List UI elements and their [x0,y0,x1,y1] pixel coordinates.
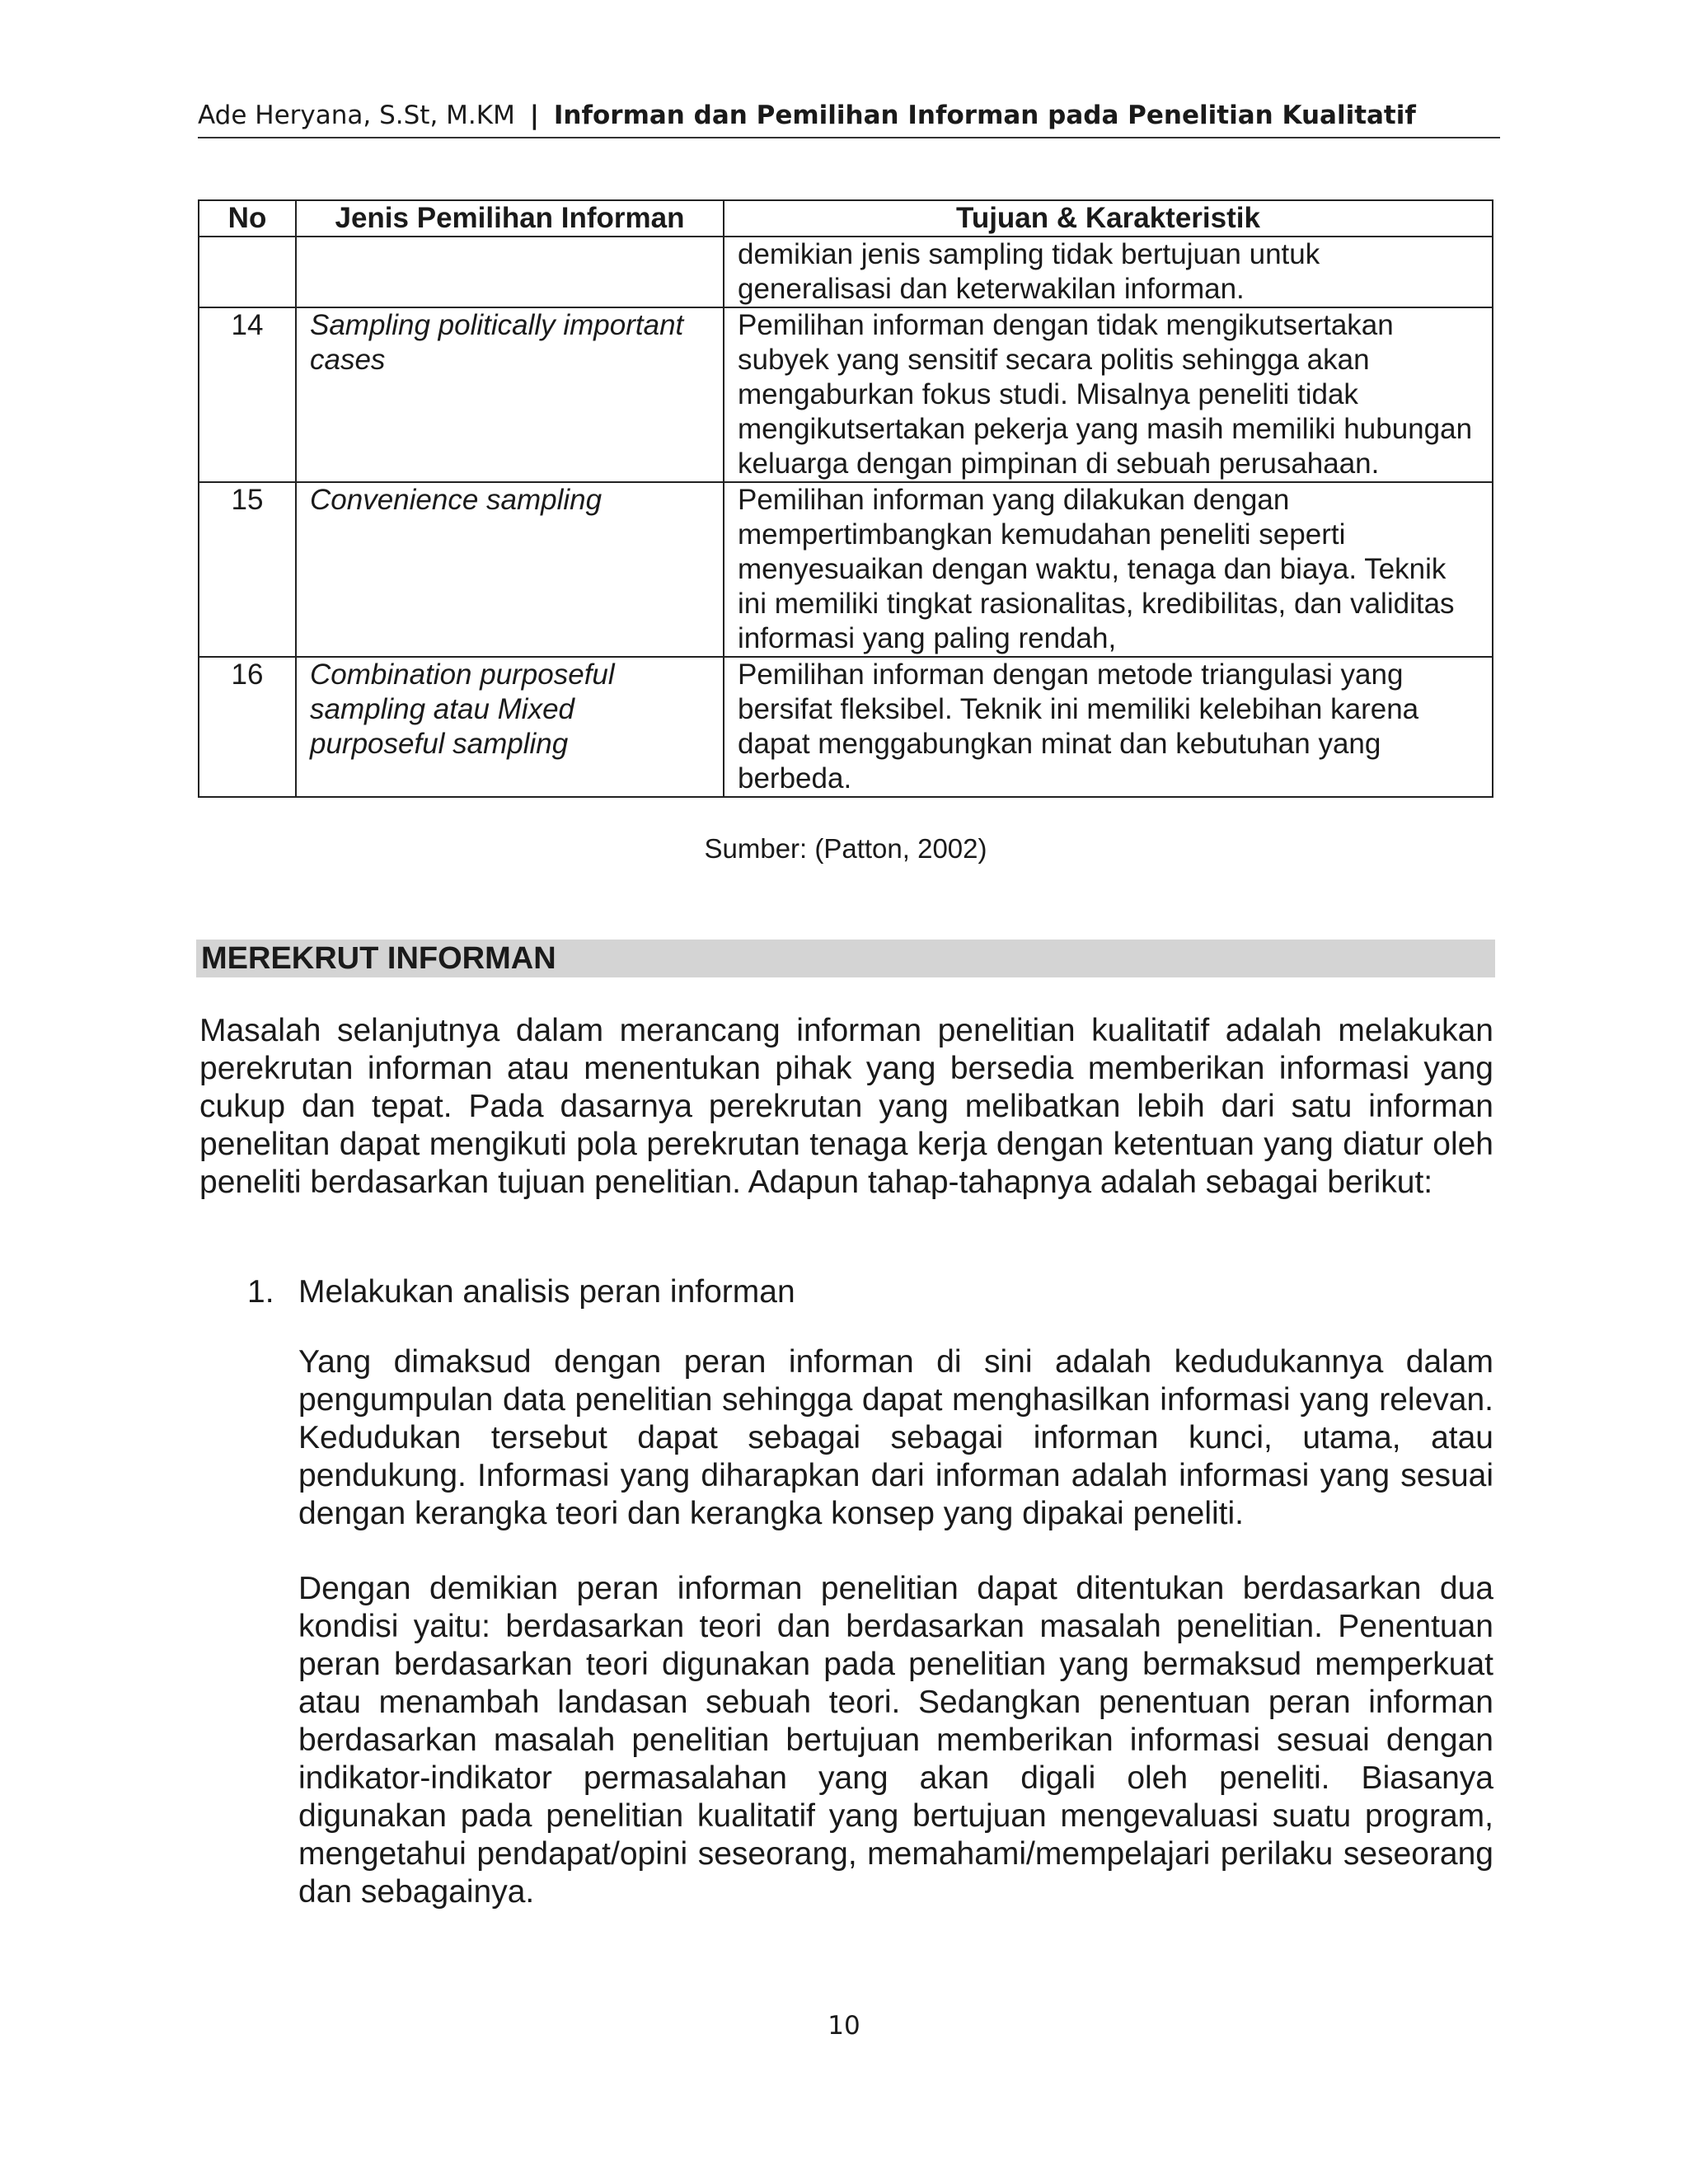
column-header-tujuan: Tujuan & Karakteristik [724,200,1493,237]
list-item-number: 1. [247,1274,274,1310]
page-header [198,99,1500,138]
table-row [199,307,1493,482]
cell-tujuan: Pemilihan informan dengan metode triangulasi yang bersifat fleksibel. Teknik ini memiliki kelebihan karena dapat menggabungkan minat dan kebutuhan yang berbeda. [724,657,1493,797]
table-row [199,482,1493,657]
cell-tujuan: demikian jenis sampling tidak bertujuan untuk generalisasi dan keterwakilan informan. [724,237,1493,307]
section-heading: MEREKRUT INFORMAN [196,940,1495,977]
cell-no [199,237,296,307]
sub-paragraph: Yang dimaksud dengan peran informan di sini adalah kedudukannya dalam pengumpulan data penelitian sehingga dapat menghasilkan informasi yang relevan. Kedudukan tersebut dapat sebagai sebagai informan kunci, utama, atau pendukung. Informasi yang diharapkan dari informan adalah informasi yang sesuai dengan kerangka teori dan kerangka konsep yang dipakai peneliti. [298,1344,1493,1531]
cell-jenis: Sampling politically important cases [296,307,724,482]
intro-paragraph: Masalah selanjutnya dalam merancang informan penelitian kualitatif adalah melakukan perekrutan informan atau menentukan pihak yang bersedia memberikan informasi yang cukup dan tepat. Pada dasarnya perekrutan yang melibatkan lebih dari satu informan penelitan dapat mengikuti pola perekrutan tenaga kerja dengan ketentuan yang diatur oleh peneliti berdasarkan tujuan penelitian. Adapun tahap-tahapnya adalah sebagai berikut: [199,1013,1493,1200]
cell-tujuan: Pemilihan informan yang dilakukan dengan mempertimbangkan kemudahan peneliti seperti menyesuaikan dengan waktu, tenaga dan biaya. Teknik ini memiliki tingkat rasionalitas, kredibilitas, dan validitas informasi yang paling rendah, [724,482,1493,657]
cell-jenis: Combination purposeful sampling atau Mixed purposeful sampling [296,657,724,797]
cell-jenis: Convenience sampling [296,482,724,657]
cell-jenis [296,237,724,307]
cell-no: 15 [199,482,296,657]
header-author: Ade Heryana, S.St, M.KM [198,101,515,130]
list-item-label: Melakukan analisis peran informan [298,1274,795,1310]
table-row [199,657,1493,797]
cell-no: 16 [199,657,296,797]
list-item [247,1273,795,1311]
page-number: 10 [828,2011,860,2041]
cell-no: 14 [199,307,296,482]
sub-paragraph: Dengan demikian peran informan penelitian dapat ditentukan berdasarkan dua kondisi yaitu: berdasarkan teori dan berdasarkan masalah penelitian. Penentuan peran berdasarkan teori digunakan pada penelitian yang bermaksud memperkuat atau menambah landasan sebuah teori. Sedangkan penentuan peran informan berdasarkan masalah penelitian bertujuan memberikan informasi sesuai dengan indikator-indikator permasalahan yang akan digali oleh peneliti. Biasanya digunakan pada penelitian kualitatif yang bertujuan mengevaluasi suatu program, mengetahui pendapat/opini seseorang, memahami/mempelajari perilaku seseorang dan sebagainya. [298,1571,1493,1910]
header-title: Informan dan Pemilihan Informan pada Penelitian Kualitatif [553,101,1416,130]
table-row [199,237,1493,307]
column-header-no: No [199,200,296,237]
table-source: Sumber: (Patton, 2002) [704,833,987,864]
cell-tujuan: Pemilihan informan dengan tidak mengikutsertakan subyek yang sensitif secara politis sehingga akan mengaburkan fokus studi. Misalnya peneliti tidak mengikutsertakan pekerja yang masih memiliki hubungan keluarga dengan pimpinan di sebuah perusahaan. [724,307,1493,482]
informant-table [198,199,1493,798]
header-separator: | [529,101,540,130]
column-header-jenis: Jenis Pemilihan Informan [296,200,724,237]
table-header-row [199,200,1493,237]
